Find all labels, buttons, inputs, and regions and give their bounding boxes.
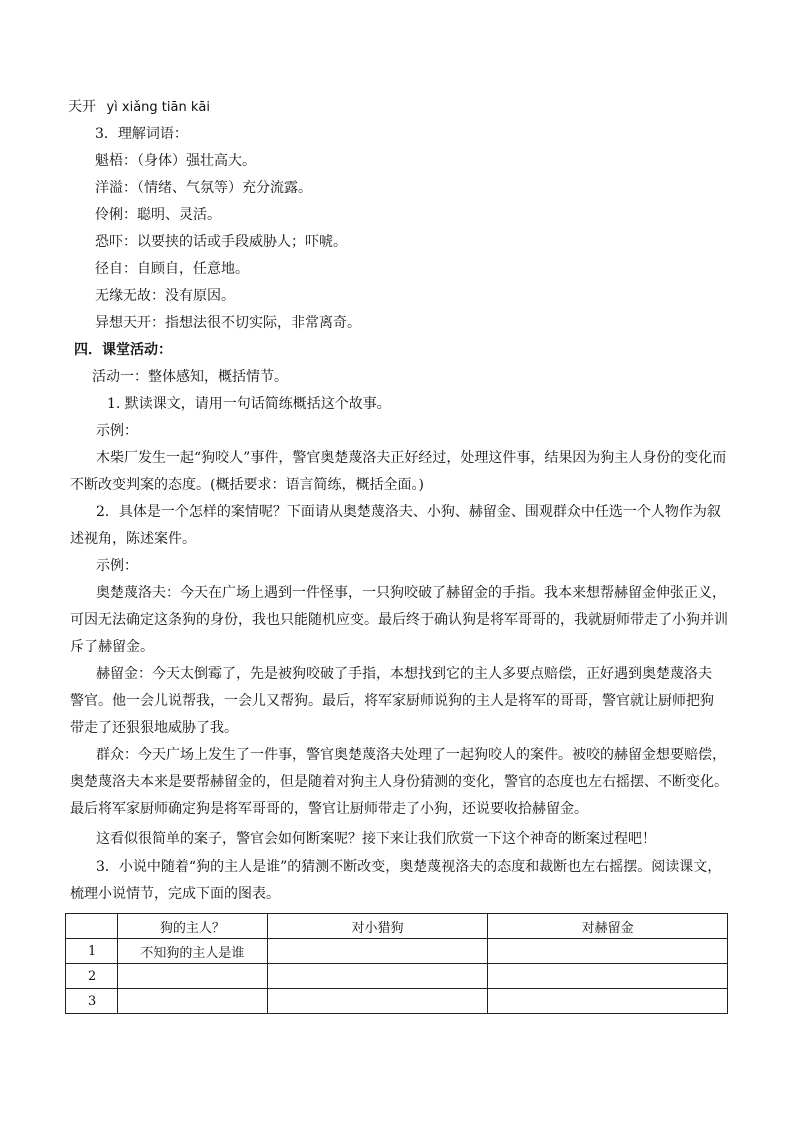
table-header-row <box>66 914 728 939</box>
owner-cell[interactable]: 不知狗的主人是谁 <box>117 939 267 964</box>
khryukin-account: 警官。他一会儿说帮我，一会儿又帮狗。最后，将军家厨师说狗的主人是将军的哥哥，警官就让厨师把狗 <box>70 693 714 709</box>
example-label: 示例： <box>96 423 138 439</box>
idiom-fragment: 天开 <box>68 99 96 115</box>
question-2: 2．具体是一个怎样的案情呢？下面请从奥楚蔑洛夫、小狗、赫留金、围观群众中任选一个人物作为叙 <box>96 504 721 520</box>
ochumelov-account: 可因无法确定这条狗的身份，我也只能随机应变。最后终于确认狗是将军哥哥的，我就厨师带走了小狗并训 <box>70 612 728 628</box>
vocab-item: 恐吓：以要挟的话或手段威胁人；吓唬。 <box>95 234 347 250</box>
crowd-account: 最后将军家厨师确定狗是将军哥哥的，警官让厨师带走了小狗，还说要收拾赫留金。 <box>70 801 588 817</box>
vocab-item: 异想天开：指想法很不切实际，非常离奇。 <box>95 315 361 331</box>
plot-table <box>65 913 728 1014</box>
ochumelov-account: 奥楚蔑洛夫：今天在广场上遇到一件怪事，一只狗咬破了赫留金的手指。我本来想帮赫留金伸张正义， <box>96 585 726 601</box>
table-header: 对赫留金 <box>488 914 728 939</box>
vocab-item: 魁梧：（身体）强壮高大。 <box>95 153 256 169</box>
khryukin-account: 赫留金：今天太倒霉了，先是被狗咬破了手指，本想找到它的主人多要点赔偿，正好遇到奥楚蔑洛夫 <box>96 666 712 682</box>
question-1: 1. 默读课文，请用一句话简练概括这个故事。 <box>107 396 391 412</box>
dog-cell[interactable] <box>267 939 488 964</box>
ochumelov-account: 斥了赫留金。 <box>70 639 154 655</box>
dog-cell[interactable] <box>267 964 488 989</box>
example-label: 示例： <box>96 558 138 574</box>
khryukin-cell[interactable] <box>488 964 728 989</box>
question-3: 3．小说中随着“狗的主人是谁”的猜测不断改变，奥楚蔑视洛夫的态度和裁断也左右摇摆。阅读课文， <box>96 859 722 875</box>
section-heading: 四．课堂活动： <box>74 342 172 358</box>
vocab-item: 洋溢：（情绪、气氛等）充分流露。 <box>95 180 312 196</box>
khryukin-cell[interactable] <box>488 989 728 1014</box>
row-number: 1 <box>66 939 118 964</box>
question-2: 述视角，陈述案件。 <box>70 531 196 547</box>
owner-cell[interactable] <box>117 964 267 989</box>
transition-text: 这看似很简单的案子，警官会如何断案呢？接下来让我们欣赏一下这个神奇的断案过程吧！ <box>96 831 656 847</box>
table-header <box>66 914 118 939</box>
activity-title: 活动一：整体感知，概括情节。 <box>92 369 288 385</box>
dog-cell[interactable] <box>267 989 488 1014</box>
vocab-item: 伶俐：聪明、灵活。 <box>95 207 221 223</box>
question-3: 梳理小说情节，完成下面的图表。 <box>70 886 280 902</box>
table-header: 狗的主人？ <box>117 914 267 939</box>
example-summary: 不断改变判案的态度。(概括要求：语言简练，概括全面。) <box>70 477 424 493</box>
crowd-account: 群众：今天广场上发生了一件事，警官奥楚蔑洛夫处理了一起狗咬人的案件。被咬的赫留金想要赔偿， <box>96 747 726 763</box>
vocab-heading: 3．理解词语： <box>95 126 188 142</box>
owner-cell[interactable] <box>117 989 267 1014</box>
vocab-item: 无缘无故：没有原因。 <box>95 288 235 304</box>
pinyin: yì xiǎng tiān kāi <box>106 100 210 115</box>
row-number: 3 <box>66 989 118 1014</box>
row-number: 2 <box>66 964 118 989</box>
khryukin-cell[interactable] <box>488 939 728 964</box>
table-header: 对小猎狗 <box>267 914 488 939</box>
table-row <box>66 989 728 1014</box>
example-summary: 木柴厂发生一起“狗咬人”事件，警官奥楚蔑洛夫正好经过，处理这件事，结果因为狗主人身份的变化而 <box>96 450 727 466</box>
vocab-item: 径自：自顾自，任意地。 <box>95 261 249 277</box>
crowd-account: 奥楚蔑洛夫本来是要帮赫留金的，但是随着对狗主人身份猜测的变化，警官的态度也左右摇摆、不断变化。 <box>70 774 728 790</box>
table-row <box>66 939 728 964</box>
first-line <box>68 98 210 117</box>
khryukin-account: 带走了还狠狠地威胁了我。 <box>70 720 238 736</box>
table-row <box>66 964 728 989</box>
